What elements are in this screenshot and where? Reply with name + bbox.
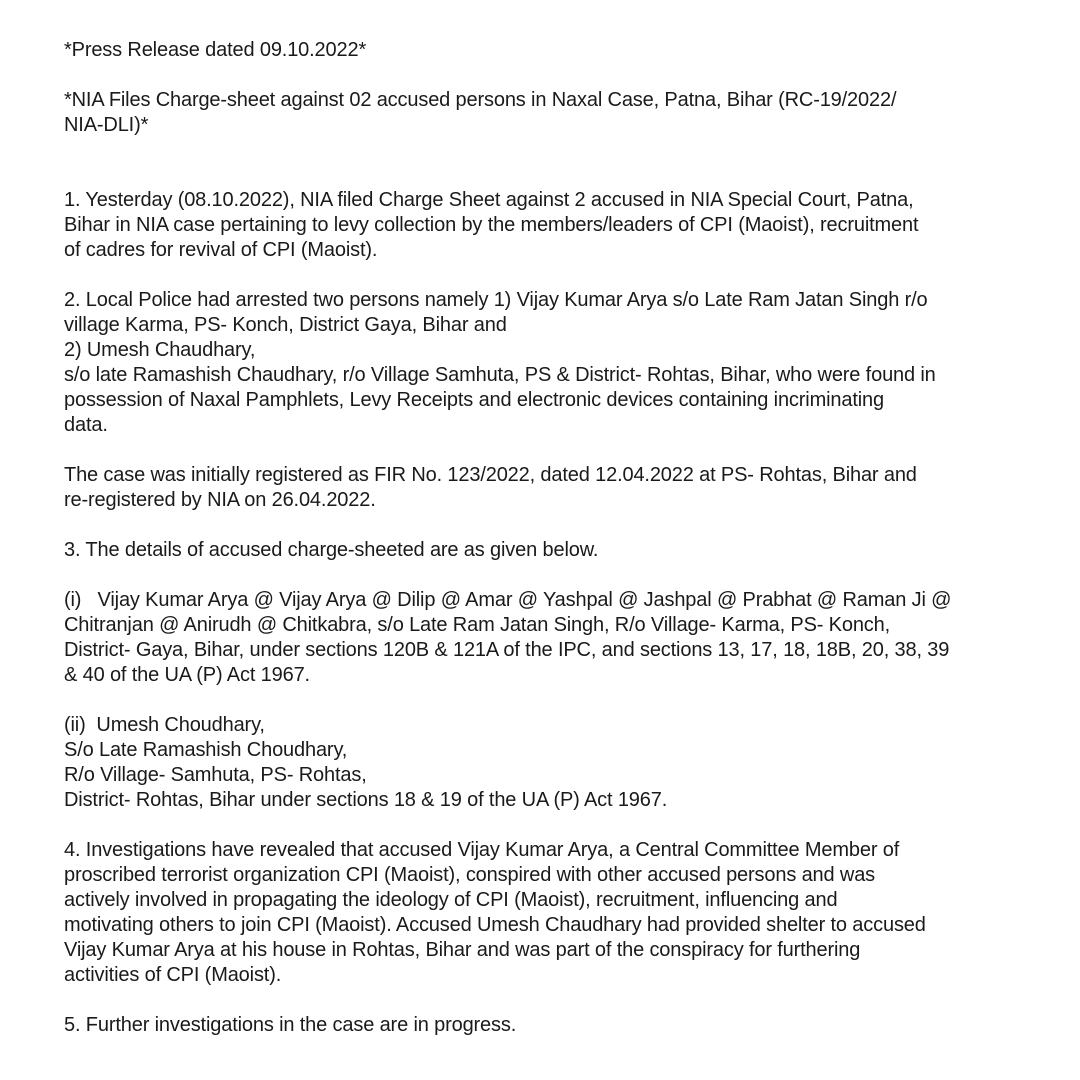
text-line: Vijay Kumar Arya at his house in Rohtas, Bihar and was part of the conspiracy for furthering — [64, 939, 861, 961]
spacer — [64, 63, 1054, 88]
paragraph-3-accused-i — [64, 588, 1054, 688]
paragraph-4 — [64, 838, 1054, 988]
text-line: 3. The details of accused charge-sheeted are as given below. — [64, 539, 599, 561]
title-line: NIA-DLI)* — [64, 114, 149, 136]
spacer — [64, 688, 1054, 713]
title-line: *NIA Files Charge-sheet against 02 accused persons in Naxal Case, Patna, Bihar (RC-19/2022/ — [64, 89, 897, 111]
text-line: 1. Yesterday (08.10.2022), NIA filed Charge Sheet against 2 accused in NIA Special Court, Patna, — [64, 189, 914, 211]
text-line: data. — [64, 414, 108, 436]
text-line: R/o Village- Samhuta, PS- Rohtas, — [64, 764, 367, 786]
text-line: motivating others to join CPI (Maoist). Accused Umesh Chaudhary had provided shelter to accused — [64, 914, 926, 936]
text-line: village Karma, PS- Konch, District Gaya, Bihar and — [64, 314, 507, 336]
text-line: 4. Investigations have revealed that accused Vijay Kumar Arya, a Central Committee Member of — [64, 839, 900, 861]
paragraph-1 — [64, 188, 1054, 263]
text-line: actively involved in propagating the ideology of CPI (Maoist), recruitment, influencing and — [64, 889, 838, 911]
press-release-document — [64, 38, 1054, 1038]
paragraph-case-registration — [64, 463, 1054, 513]
text-line: re-registered by NIA on 26.04.2022. — [64, 489, 376, 511]
paragraph-3 — [64, 538, 1054, 563]
spacer — [64, 988, 1054, 1013]
spacer — [64, 263, 1054, 288]
text-line: proscribed terrorist organization CPI (Maoist), conspired with other accused persons and was — [64, 864, 876, 886]
spacer — [64, 438, 1054, 463]
text-line: 2) Umesh Chaudhary, — [64, 339, 256, 361]
text-line: of cadres for revival of CPI (Maoist). — [64, 239, 378, 261]
text-line: District- Gaya, Bihar, under sections 120B & 121A of the IPC, and sections 13, 17, 18, 18B, 20, 38, 39 — [64, 639, 950, 661]
text-line: activities of CPI (Maoist). — [64, 964, 282, 986]
text-line: 2. Local Police had arrested two persons namely 1) Vijay Kumar Arya s/o Late Ram Jatan Singh r/o — [64, 289, 928, 311]
press-release-date-line: *Press Release dated 09.10.2022* — [64, 39, 367, 61]
text-line: (i) Vijay Kumar Arya @ Vijay Arya @ Dilip @ Amar @ Yashpal @ Jashpal @ Prabhat @ Raman Ji @ — [64, 589, 952, 611]
text-line: District- Rohtas, Bihar under sections 18 & 19 of the UA (P) Act 1967. — [64, 789, 668, 811]
text-line: S/o Late Ramashish Choudhary, — [64, 739, 348, 761]
text-line: Bihar in NIA case pertaining to levy collection by the members/leaders of CPI (Maoist), recruitment — [64, 214, 919, 236]
text-line: Chitranjan @ Anirudh @ Chitkabra, s/o Late Ram Jatan Singh, R/o Village- Karma, PS- Konch, — [64, 614, 891, 636]
text-line: s/o late Ramashish Chaudhary, r/o Village Samhuta, PS & District- Rohtas, Bihar, who were found in — [64, 364, 936, 386]
text-line: The case was initially registered as FIR No. 123/2022, dated 12.04.2022 at PS- Rohtas, Bihar and — [64, 464, 917, 486]
spacer — [64, 138, 1054, 188]
text-line: 5. Further investigations in the case are in progress. — [64, 1014, 517, 1036]
text-line: & 40 of the UA (P) Act 1967. — [64, 664, 310, 686]
spacer — [64, 513, 1054, 538]
spacer — [64, 813, 1054, 838]
paragraph-2 — [64, 288, 1054, 438]
paragraph-3-accused-ii — [64, 713, 1054, 813]
spacer — [64, 563, 1054, 588]
text-line: possession of Naxal Pamphlets, Levy Receipts and electronic devices containing incriminating — [64, 389, 884, 411]
text-line: (ii) Umesh Choudhary, — [64, 714, 265, 736]
press-release-title — [64, 88, 1054, 138]
paragraph-5 — [64, 1013, 1054, 1038]
